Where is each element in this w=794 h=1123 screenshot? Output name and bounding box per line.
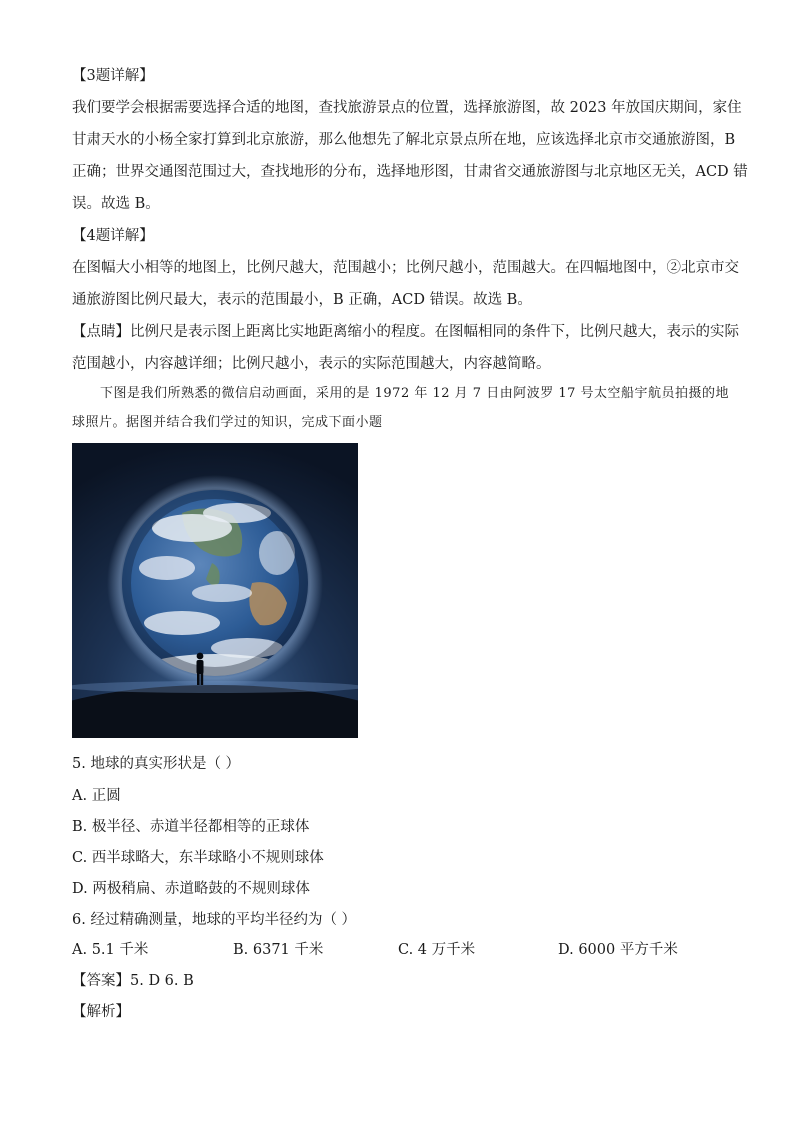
q6-stem: 6. 经过精确测量，地球的平均半径约为（ ） (72, 912, 357, 928)
intro-line-1: 下图是我们所熟悉的微信启动画面，采用的是 1972 年 12 月 7 日由阿波罗 17 号太空船宇航员拍摄的地 (100, 386, 729, 401)
q5-option-b[interactable]: B. 极半径、赤道半径都相等的正球体 (72, 819, 310, 835)
q5-stem: 5. 地球的真实形状是（ ） (72, 756, 241, 772)
q6-option-d[interactable]: D. 6000 平方千米 (558, 942, 678, 958)
analysis-heading: 【解析】 (72, 1004, 130, 1020)
q3-line-3: 正确；世界交通图范围过大，查找地形的分布，选择地形图，甘肃省交通旅游图与北京地区无关，ACD 错 (72, 164, 748, 180)
answer-line: 【答案】5. D 6. B (72, 973, 194, 989)
earth-photo (72, 443, 358, 738)
q3-line-2: 甘肃天水的小杨全家打算到北京旅游，那么他想先了解北京景点所在地，应该选择北京市交通旅游图，B (72, 132, 736, 148)
tip-line-1: 【点睛】比例尺是表示图上距离比实地距离缩小的程度。在图幅相同的条件下，比例尺越大，表示的实际 (72, 324, 739, 340)
q3-line-4: 误。故选 B。 (72, 196, 160, 212)
q5-option-d[interactable]: D. 两极稍扁、赤道略鼓的不规则球体 (72, 881, 310, 897)
q4-line-2: 通旅游图比例尺最大，表示的范围最小，B 正确，ACD 错误。故选 B。 (72, 292, 532, 308)
q4-heading: 【4题详解】 (72, 228, 154, 244)
tip-line-2: 范围越小，内容越详细；比例尺越小，表示的实际范围越大，内容越简略。 (72, 356, 551, 372)
q6-option-b[interactable]: B. 6371 千米 (233, 942, 324, 958)
intro-line-2: 球照片。据图并结合我们学过的知识，完成下面小题 (72, 415, 383, 430)
q6-option-a[interactable]: A. 5.1 千米 (72, 942, 149, 958)
q5-option-c[interactable]: C. 西半球略大，东半球略小不规则球体 (72, 850, 324, 866)
q5-option-a[interactable]: A. 正圆 (72, 788, 121, 804)
q3-heading: 【3题详解】 (72, 68, 154, 84)
q3-line-1: 我们要学会根据需要选择合适的地图，查找旅游景点的位置，选择旅游图，故 2023 年放国庆期间，家住 (72, 100, 742, 116)
q6-option-c[interactable]: C. 4 万千米 (398, 942, 476, 958)
q4-line-1: 在图幅大小相等的地图上，比例尺越大，范围越小；比例尺越小，范围越大。在四幅地图中，②北京市交 (72, 260, 739, 276)
